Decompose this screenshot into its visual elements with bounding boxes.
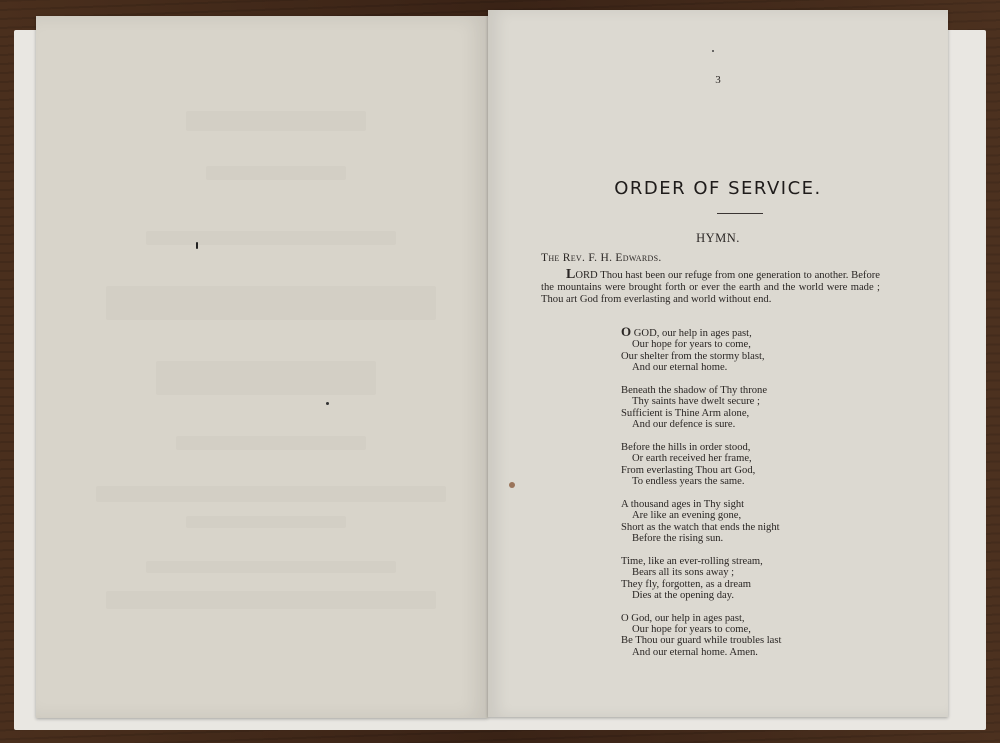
verse-line: And our defence is sure. [632,419,736,431]
verse-line: Be Thou our guard while troubles last [621,635,782,647]
verse-5 [621,556,881,602]
verse-line: Dies at the opening day. [632,589,734,601]
right-page [488,10,948,717]
verse-line: Bears all its sons away ; [632,567,735,579]
verse-line: They fly, forgotten, as a dream [621,578,752,590]
verse-4 [621,499,881,545]
verse-1 [621,326,881,374]
left-page [36,16,488,718]
hymn-heading: HYMN. [696,231,740,245]
opening-sentence-text: ORD Thou hast been our refuge from one generation to another. Before the mountains were brought forth or ever the earth and the world were made ; Thou art God from everlasting and world without end. [541,270,880,305]
drop-cap: L [566,267,576,282]
foxing-spot [509,482,515,488]
verse-6 [621,613,881,659]
left-page-showthrough [36,16,488,718]
page-title: ORDER OF SERVICE. [614,178,822,199]
opening-sentence [541,269,880,306]
verse-line: A thousand ages in Thy sight [621,498,745,510]
page-number: 3 [715,74,721,86]
verse-line: Before the hills in order stood, [621,441,751,453]
verse-line-text: GOD, our help in ages past, [631,328,752,339]
verse-line: Beneath the shadow of Thy throne [621,384,768,396]
verse-line: Sufficient is Thine Arm alone, [621,407,750,419]
verse-line: Short as the watch that ends the night [621,521,780,533]
verse-line: And our eternal home. [632,362,728,374]
verse-line: Thy saints have dwelt secure ; [632,396,760,408]
ink-dot [712,50,714,52]
verse-line: Our shelter from the stormy blast, [621,350,765,362]
verse-line: Our hope for years to come, [632,624,751,636]
ink-mark [196,242,198,249]
title-rule [717,213,763,214]
ink-dot [326,402,329,405]
verse-line: To endless years the same. [632,476,745,488]
verse-line: O God, our help in ages past, [621,612,745,624]
verse-3 [621,442,881,488]
verse-line [621,326,881,339]
verse-2 [621,385,881,431]
verse-line: Our hope for years to come, [632,339,751,351]
hymn-verses [621,326,881,670]
verse-line: Time, like an ever-rolling stream, [621,555,763,567]
verse-line: Or earth received her frame, [632,453,752,465]
minister-name: The Rev. F. H. Edwards. [541,252,662,264]
verse-line: And our eternal home. Amen. [632,646,758,658]
drop-cap: O [621,324,632,339]
verse-line: Are like an evening gone, [632,510,742,522]
verse-line: Before the rising sun. [632,532,724,544]
verse-line: From everlasting Thou art God, [621,464,756,476]
